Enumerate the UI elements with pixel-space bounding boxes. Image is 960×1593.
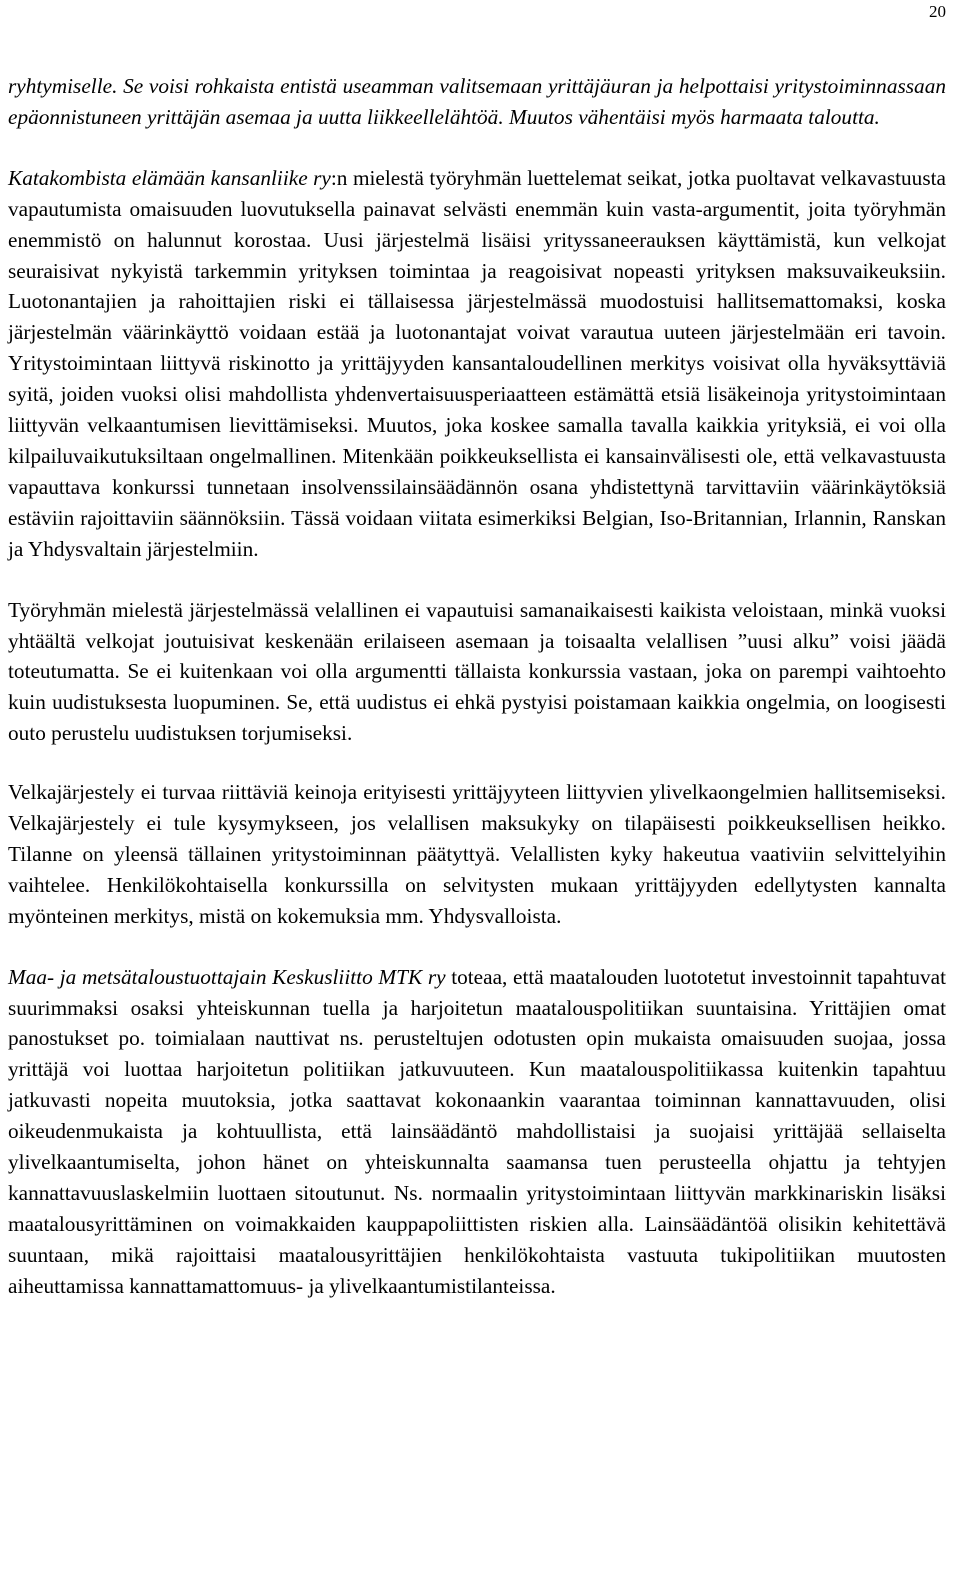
- paragraph-5-text: toteaa, että maatalouden luototetut investoinnit tapahtuvat suurimmaksi osaksi yhteiskunnan tuella ja harjoitetun maatalouspolitiikan suuntaisina. Yrittäjien omat panostukset po. toimialaan nauttivat ns. perusteltujen odotusten opin mukaista omaisuuden suojaa, jossa yrittäjä voi luottaa harjoitetun politiikan jatkuvuuteen. Kun maatalouspolitiikassa kuitenkin tapahtuu jatkuvasti nopeita muutoksia, jotka saattavat kokonaankin vaarantaa toiminnan kannattavuuden, olisi oikeudenmukaista ja kohtuullista, että lainsäädäntö mahdollistaisi ja suojaisi yrittäjää sellaiselta ylivelkaantumiselta, johon hänet on yhteiskunnalta saamansa tuen perusteella ohjattu ja tehtyjen kannattavuuslaskelmiin luottaen sitoutunut. Ns. normaalin yritystoimintaan liittyvän markkinariskin lisäksi maatalousyrittäminen on voimakkaiden kauppapoliittisten riskien alla. Lainsäädäntöä olisikin kehitettävä suuntaan, mikä rajoittaisi maatalousyrittäjien henkilökohtaista vastuuta tukipolitiikan muutosten aiheuttamissa kannattamattomuus- ja ylivelkaantumistilanteissa.: [8, 964, 946, 1298]
- page-number: 20: [929, 2, 946, 21]
- paragraph-3-text: Työryhmän mielestä järjestelmässä velallinen ei vapautuisi samanaikaisesti kaikista veloistaan, minkä vuoksi yhtäältä velkojat joutuisivat keskenään erilaiseen asemaan ja toisaalta velallisen ”uusi alku” voisi jäädä toteutumatta. Se ei kuitenkaan voi olla argumentti tällaista konkurssia vastaan, joka on parempi vaihtoehto kuin uudistuksesta luopuminen. Se, että uudistus ei ehkä pystyisi poistamaan kaikkia ongelmia, on loogisesti outo perustelu uudistuksen torjumiseksi.: [8, 597, 946, 746]
- organization-name-katakombista: Katakombista elämään kansanliike ry: [8, 165, 331, 190]
- paragraph-1: [8, 71, 946, 133]
- document-body: [8, 71, 946, 1302]
- paragraph-5: [8, 962, 946, 1302]
- paragraph-4-text: Velkajärjestely ei turvaa riittäviä keinoja erityisesti yrittäjyyteen liittyvien ylivelkaongelmien hallitsemiseksi. Velkajärjestely ei tule kysymykseen, jos velallisen maksukyky on tilapäisesti poikkeuksellisen heikko. Tilanne on yleensä tällainen yritystoiminnan päätyttyä. Velallisten kyky hakeutua vaativiin selvittelyihin vaihtelee. Henkilökohtaisella konkurssilla on selvitysten mukaan yrittäjyyden edellytysten kannalta myönteinen merkitys, mistä on kokemuksia mm. Yhdysvalloista.: [8, 780, 946, 928]
- paragraph-2-text: :n mielestä työryhmän luettelemat seikat, jotka puoltavat velkavastuusta vapautumista omaisuuden luovutuksella painavat selvästi enemmän kuin vasta-argumentit, joita työryhmän enemmistö on halunnut korostaa. Uusi järjestelmä lisäisi yrityssaneerauksen käyttämistä, kun velkojat seuraisivat nykyistä tarkemmin yrityksen toimintaa ja reagoisivat nopeasti yrityksen maksuvaikeuksiin. Luotonantajien ja rahoittajien riski ei tällaisessa järjestelmässä muodostuisi hallitsemattomaksi, koska järjestelmän väärinkäyttö voidaan estää ja luotonantajat voivat varautua uuteen järjestelmään eri tavoin. Yritystoimintaan liittyvä riskinotto ja yrittäjyyden kansantaloudellinen merkitys voisivat olla hyväksyttäviä syitä, joiden vuoksi olisi mahdollista yhdenvertaisuusperiaatteen estämättä etsiä lisäkeinoja yritystoimintaan liittyvän velkaantumisen lievittämiseksi. Muutos, joka koskee samalla tavalla kaikkia yrityksiä, ei voi olla kilpailuvaikutuksiltaan ongelmallinen. Mitenkään poikkeuksellista ei kansainvälisesti ole, että velkavastuusta vapauttava konkurssi tunnetaan insolvenssilainsäädännön osana yhdistettynä tarvittaviin väärinkäytöksiä estäviin rajoittaviin säännöksiin. Tässä voidaan viitata esimerkiksi Belgian, Iso-Britannian, Irlannin, Ranskan ja Yhdysvaltain järjestelmiin.: [8, 165, 946, 561]
- paragraph-4: [8, 777, 946, 932]
- paragraph-3: [8, 595, 946, 750]
- paragraph-2: [8, 163, 946, 565]
- organization-name-mtk: Maa- ja metsätaloustuottajain Keskusliitto MTK ry: [8, 964, 446, 989]
- paragraph-1-text: ryhtymiselle. Se voisi rohkaista entistä useamman valitsemaan yrittäjäuran ja helpottaisi yritystoiminnassaan epäonnistuneen yrittäjän asemaa ja uutta liikkeellelähtöä. Muutos vähentäisi myös harmaata taloutta.: [8, 74, 946, 129]
